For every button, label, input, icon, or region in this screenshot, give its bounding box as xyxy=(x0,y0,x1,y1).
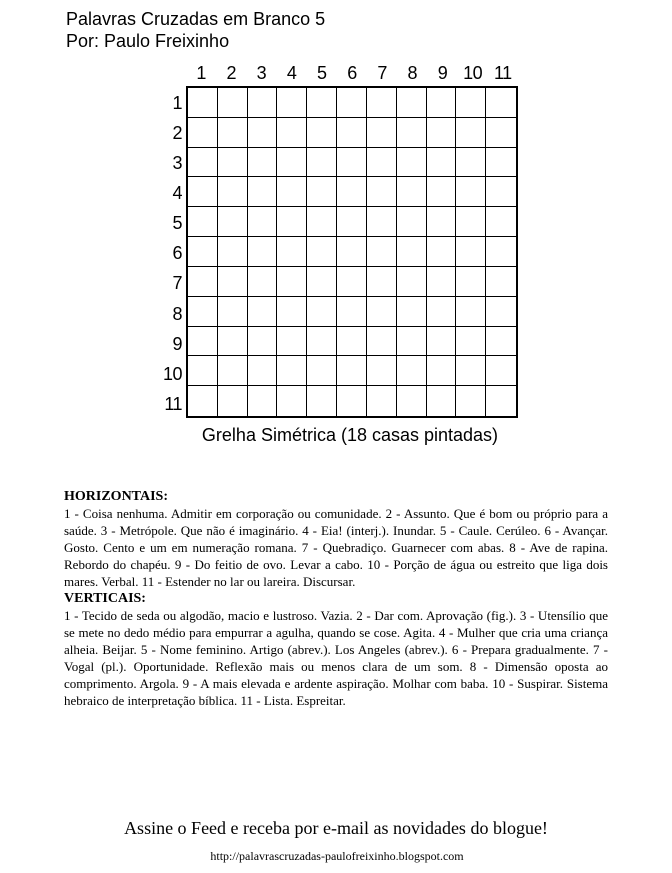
grid-cell[interactable] xyxy=(456,297,486,327)
row-label: 2 xyxy=(172,123,182,144)
grid-cell[interactable] xyxy=(337,88,367,118)
grid-cell[interactable] xyxy=(188,297,218,327)
grid-cell[interactable] xyxy=(367,237,397,267)
grid-cell[interactable] xyxy=(486,327,516,357)
grid-cell[interactable] xyxy=(218,267,248,297)
row-label: 7 xyxy=(172,273,182,294)
grid-cell[interactable] xyxy=(307,207,337,237)
grid-cell[interactable] xyxy=(486,148,516,178)
column-label: 2 xyxy=(226,63,237,83)
grid-cell[interactable] xyxy=(307,177,337,207)
grid-cell[interactable] xyxy=(277,297,307,327)
grid-cell[interactable] xyxy=(188,327,218,357)
grid-cell[interactable] xyxy=(427,88,457,118)
grid-cell[interactable] xyxy=(427,386,457,416)
grid-cell[interactable] xyxy=(218,118,248,148)
grid-cell[interactable] xyxy=(456,237,486,267)
grid-cell[interactable] xyxy=(427,327,457,357)
column-label: 7 xyxy=(377,63,387,83)
grid-cell[interactable] xyxy=(188,118,218,148)
grid-cell[interactable] xyxy=(486,356,516,386)
grid-cell[interactable] xyxy=(188,267,218,297)
grid-cell[interactable] xyxy=(427,237,457,267)
grid-cell[interactable] xyxy=(337,297,367,327)
grid-cell[interactable] xyxy=(277,237,307,267)
column-label: 8 xyxy=(407,63,418,83)
grid-cell[interactable] xyxy=(486,297,516,327)
grid-cell[interactable] xyxy=(307,386,337,416)
row-label: 1 xyxy=(172,93,182,113)
grid-cell[interactable] xyxy=(456,386,486,416)
grid-cell[interactable] xyxy=(367,177,397,207)
grid-cell[interactable] xyxy=(277,327,307,357)
grid-cell[interactable] xyxy=(337,267,367,297)
grid-cell[interactable] xyxy=(307,267,337,297)
grid-cell[interactable] xyxy=(277,267,307,297)
grid-cell[interactable] xyxy=(456,267,486,297)
column-label: 4 xyxy=(286,63,297,83)
grid-cell[interactable] xyxy=(188,177,218,207)
column-label: 11 xyxy=(493,63,512,83)
grid-cell[interactable] xyxy=(337,148,367,178)
grid-cell[interactable] xyxy=(188,356,218,386)
grid-cell[interactable] xyxy=(337,237,367,267)
grid-cell[interactable] xyxy=(367,118,397,148)
grid-cell[interactable] xyxy=(427,267,457,297)
grid-cell[interactable] xyxy=(248,177,278,207)
grid-cell[interactable] xyxy=(367,356,397,386)
column-label: 3 xyxy=(256,63,267,83)
grid-cell[interactable] xyxy=(456,356,486,386)
grid-cell[interactable] xyxy=(248,88,278,118)
grid-cell[interactable] xyxy=(307,297,337,327)
grid-cell[interactable] xyxy=(337,327,367,357)
grid-cell[interactable] xyxy=(248,386,278,416)
grid-cell[interactable] xyxy=(367,297,397,327)
grid-cell[interactable] xyxy=(397,237,427,267)
grid-cell[interactable] xyxy=(218,386,248,416)
grid-cell[interactable] xyxy=(188,148,218,178)
grid-cell[interactable] xyxy=(397,148,427,178)
grid-cell[interactable] xyxy=(307,118,337,148)
horizontal-clues-text: 1 - Coisa nenhuma. Admitir em corporação ou comunidade. 2 - Assunto. Que é bom ou próprio para a saúde. 3 - Metrópole. Que não é imaginário. 4 - Eia! (interj.). Inundar. 5 - Caule. Cerúleo. 6 - Avançar. Gosto. Cento e um em numeração romana. 7 - Quebradiço. Guarnecer com abas. 8 - Ave de rapina. Rebordo do chapéu. 9 - Do feitio de ovo. Levar a cabo. 10 - Porção de água ou estreito que liga dois mares. Verbal. 11 - Estender no lar ou lareira. Discursar. xyxy=(64,506,608,589)
grid-cell[interactable] xyxy=(486,118,516,148)
grid-cell[interactable] xyxy=(486,386,516,416)
grid-cell[interactable] xyxy=(456,148,486,178)
grid-cell[interactable] xyxy=(307,237,337,267)
crossword-grid xyxy=(186,86,518,418)
grid-cell[interactable] xyxy=(277,356,307,386)
grid-cell[interactable] xyxy=(307,356,337,386)
grid-cell[interactable] xyxy=(397,207,427,237)
grid-cell[interactable] xyxy=(486,207,516,237)
grid-cell[interactable] xyxy=(397,356,427,386)
grid-cell[interactable] xyxy=(277,148,307,178)
blog-url: http://palavrascruzadas-paulofreixinho.blogspot.com xyxy=(210,849,464,863)
grid-cell[interactable] xyxy=(397,118,427,148)
grid-cell[interactable] xyxy=(188,88,218,118)
row-label: 6 xyxy=(172,243,182,264)
grid-cell[interactable] xyxy=(277,386,307,416)
grid-cell[interactable] xyxy=(277,177,307,207)
grid-cell[interactable] xyxy=(456,207,486,237)
grid-cell[interactable] xyxy=(307,88,337,118)
grid-cell[interactable] xyxy=(367,88,397,118)
grid-cell[interactable] xyxy=(486,267,516,297)
grid-cell[interactable] xyxy=(337,356,367,386)
grid-cell[interactable] xyxy=(307,148,337,178)
grid-cell[interactable] xyxy=(188,386,218,416)
grid-cell[interactable] xyxy=(337,177,367,207)
grid-cell[interactable] xyxy=(456,177,486,207)
grid-cell[interactable] xyxy=(397,88,427,118)
grid-cell[interactable] xyxy=(218,356,248,386)
grid-cell[interactable] xyxy=(337,207,367,237)
grid-cell[interactable] xyxy=(427,356,457,386)
grid-cell[interactable] xyxy=(218,207,248,237)
grid-cell[interactable] xyxy=(218,148,248,178)
vertical-clues-heading: VERTICAIS: xyxy=(64,591,146,606)
grid-cell[interactable] xyxy=(277,207,307,237)
grid-cell[interactable] xyxy=(218,88,248,118)
grid-cell[interactable] xyxy=(427,297,457,327)
grid-cell[interactable] xyxy=(427,207,457,237)
horizontal-clues-heading: HORIZONTAIS: xyxy=(64,489,168,504)
row-label: 3 xyxy=(172,153,182,174)
grid-cell[interactable] xyxy=(218,327,248,357)
grid-cell[interactable] xyxy=(307,327,337,357)
column-label: 9 xyxy=(437,63,448,83)
grid-cell[interactable] xyxy=(248,327,278,357)
grid-cell[interactable] xyxy=(248,297,278,327)
column-label: 6 xyxy=(347,63,357,83)
grid-cell[interactable] xyxy=(277,88,307,118)
grid-cell[interactable] xyxy=(337,118,367,148)
grid-cell[interactable] xyxy=(248,118,278,148)
grid-cell[interactable] xyxy=(337,386,367,416)
grid-cell[interactable] xyxy=(188,207,218,237)
column-label: 1 xyxy=(196,63,206,83)
grid-cell[interactable] xyxy=(248,356,278,386)
column-label: 5 xyxy=(317,63,327,83)
grid-cell[interactable] xyxy=(367,327,397,357)
grid-cell[interactable] xyxy=(277,118,307,148)
grid-cell[interactable] xyxy=(218,237,248,267)
grid-cell[interactable] xyxy=(248,207,278,237)
grid-cell[interactable] xyxy=(218,297,248,327)
grid-cell[interactable] xyxy=(427,148,457,178)
grid-cell[interactable] xyxy=(456,88,486,118)
column-labels xyxy=(186,62,518,84)
grid-cell[interactable] xyxy=(367,148,397,178)
grid-caption: Grelha Simétrica (18 casas pintadas) xyxy=(201,425,499,445)
grid-cell[interactable] xyxy=(427,177,457,207)
grid-cell[interactable] xyxy=(367,267,397,297)
feed-subscribe-text: Assine o Feed e receba por e-mail as novidades do blogue! xyxy=(124,818,548,838)
grid-cell[interactable] xyxy=(248,267,278,297)
grid-cell[interactable] xyxy=(188,237,218,267)
grid-cell[interactable] xyxy=(397,177,427,207)
row-label: 9 xyxy=(172,333,182,354)
grid-cell[interactable] xyxy=(367,386,397,416)
page-header xyxy=(66,8,325,52)
grid-cell[interactable] xyxy=(427,118,457,148)
grid-cell[interactable] xyxy=(486,237,516,267)
row-label: 4 xyxy=(172,183,182,204)
grid-cell[interactable] xyxy=(248,237,278,267)
row-labels xyxy=(140,87,182,418)
grid-cell[interactable] xyxy=(486,88,516,118)
grid-cell[interactable] xyxy=(367,207,397,237)
grid-cell[interactable] xyxy=(218,177,248,207)
grid-cell[interactable] xyxy=(397,297,427,327)
clues-section xyxy=(64,488,608,709)
author-line: Por: Paulo Freixinho xyxy=(66,31,230,51)
row-label: 8 xyxy=(172,303,182,324)
grid-cell[interactable] xyxy=(397,327,427,357)
grid-cell[interactable] xyxy=(397,267,427,297)
row-label: 5 xyxy=(172,213,182,234)
column-label: 10 xyxy=(463,63,483,83)
grid-cell[interactable] xyxy=(397,386,427,416)
row-label: 11 xyxy=(164,393,182,414)
grid-cell[interactable] xyxy=(248,148,278,178)
grid-cell[interactable] xyxy=(456,327,486,357)
grid-cell[interactable] xyxy=(456,118,486,148)
row-label: 10 xyxy=(162,363,182,384)
page-title: Palavras Cruzadas em Branco 5 xyxy=(66,9,326,29)
vertical-clues-text: 1 - Tecido de seda ou algodão, macio e lustroso. Vazia. 2 - Dar com. Aprovação (fig.). 3 - Utensílio que se mete no dedo médio para empurrar a agulha, quando se cose. Agita. 4 - Mulher que cria uma criança alheia. Beijar. 5 - Nome feminino. Artigo (abrev.). Los Angeles (abrev.). 6 - Prepara gradualmente. 7 - Vogal (pl.). Oportunidade. Reflexão mais ou menos clara de um som. 8 - Dimensão oposta ao comprimento. Argola. 9 - A mais elevada e ardente aspiração. Molhar com baba. 10 - Suspirar. Sistema hebraico de interpretação bíblica. 11 - Lista. Espreitar. xyxy=(64,608,608,708)
grid-cell[interactable] xyxy=(486,177,516,207)
